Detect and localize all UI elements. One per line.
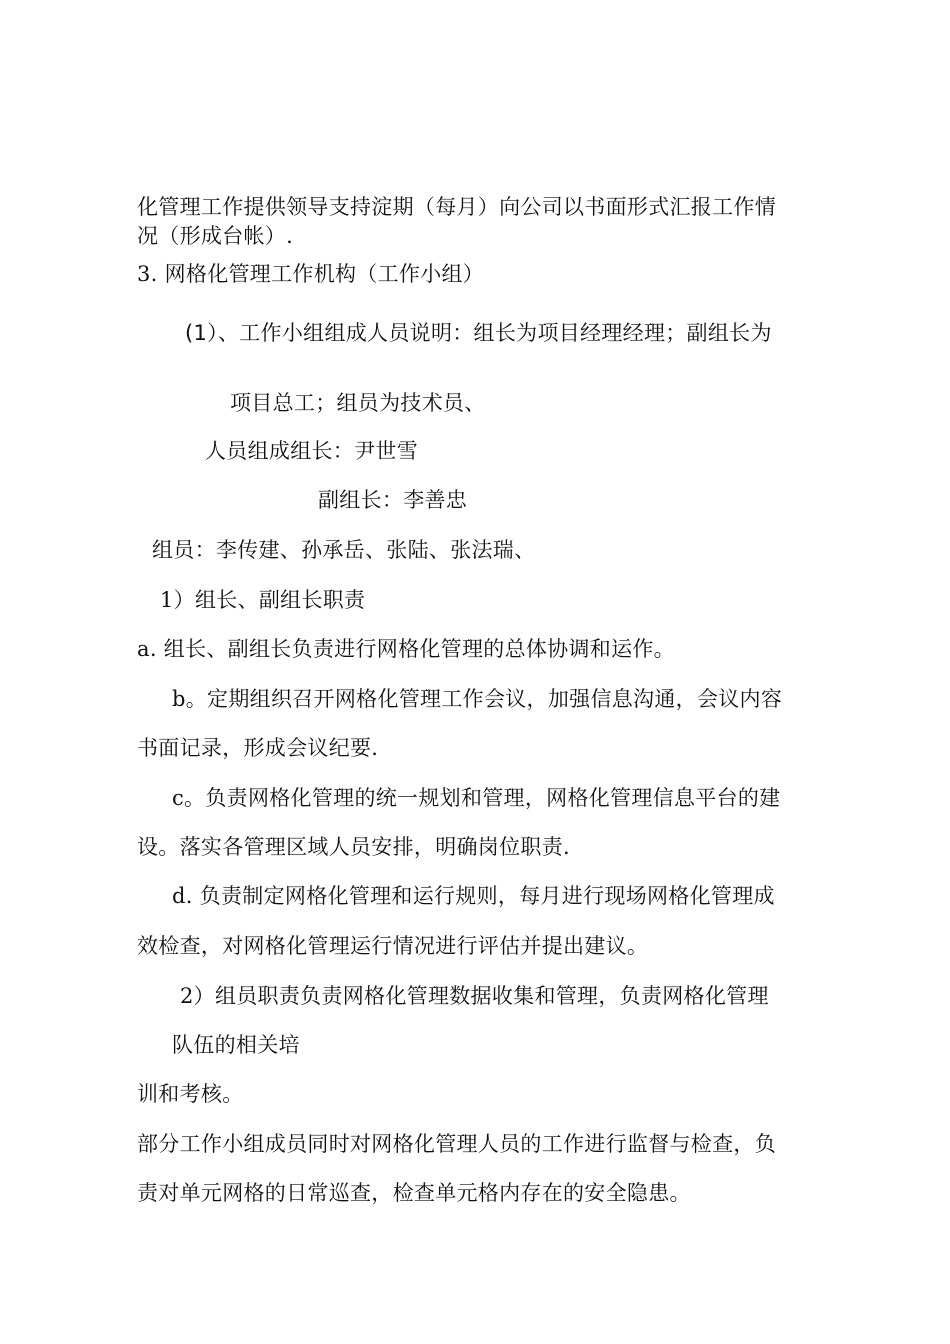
text-line: 效检查，对网格化管理运行情况进行评估并提出建议。 bbox=[137, 934, 649, 958]
text-line: 队伍的相关培 bbox=[172, 1033, 300, 1057]
text-line: 设。落实各管理区域人员安排，明确岗位职责. bbox=[137, 835, 570, 859]
text-line: 训和考核。 bbox=[137, 1082, 244, 1106]
text-line: 责对单元网格的日常巡查，检查单元格内存在的安全隐患。 bbox=[137, 1181, 691, 1205]
team-members-line: 组员：李传建、孙承岳、张陆、张法瑞、 bbox=[152, 538, 536, 562]
team-leader-line: 人员组成组长：尹世雪 bbox=[205, 439, 418, 463]
text-line: 项目总工；组员为技术员、 bbox=[230, 391, 486, 415]
list-item: d. 负责制定网格化管理和运行规则，每月进行现场网格化管理成 bbox=[172, 884, 775, 908]
text-line: 况（形成台帐）. bbox=[137, 224, 294, 248]
deputy-leader-line: 副组长：李善忠 bbox=[318, 488, 468, 512]
list-item: c。负责网格化管理的统一规划和管理，网格化管理信息平台的建 bbox=[172, 786, 781, 810]
text-line: 部分工作小组成员同时对网格化管理人员的工作进行监督与检查，负 bbox=[137, 1132, 776, 1156]
list-item: b。定期组织召开网格化管理工作会议，加强信息沟通，会议内容 bbox=[172, 687, 783, 711]
subsection-heading: 1）组长、副组长职责 bbox=[160, 588, 366, 612]
section-heading: 3. 网格化管理工作机构（工作小组） bbox=[137, 262, 485, 286]
text-line: 书面记录，形成会议纪要. bbox=[137, 736, 379, 760]
text-line: 化管理工作提供领导支持淀期（每月）向公司以书面形式汇报工作情 bbox=[137, 195, 776, 219]
text-line: (1）、工作小组组成人员说明：组长为项目经理经理；副组长为 bbox=[185, 321, 772, 345]
subsection-heading: 2）组员职责负责网格化管理数据收集和管理，负责网格化管理 bbox=[180, 984, 769, 1008]
list-item: a. 组长、副组长负责进行网格化管理的总体协调和运作。 bbox=[137, 637, 675, 661]
